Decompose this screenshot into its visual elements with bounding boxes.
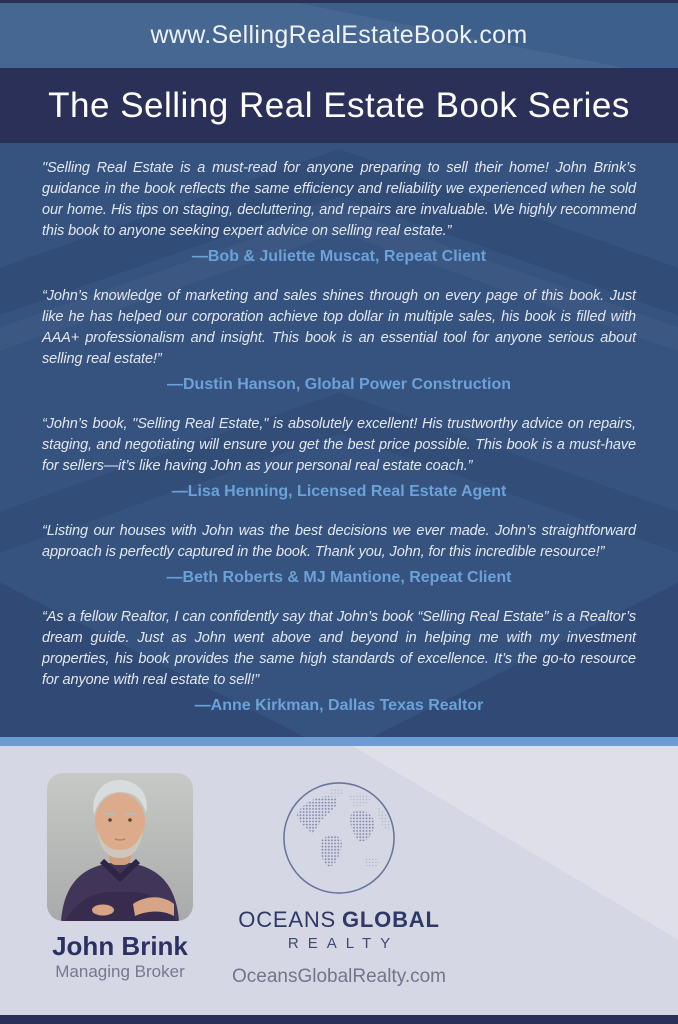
brand-website: OceansGlobalRealty.com	[231, 966, 447, 987]
testimonial-quote: “As a fellow Realtor, I can confidently say that John’s book “Selling Real Estate” is a Realtor’s dream guide. Just as John went above and beyond in helping me with my investment properties, his book provides the same high standards of excellence. It’s the go-to resource for anyone with real estate to sell!”	[42, 609, 636, 688]
testimonial-attribution: —Beth Roberts & MJ Mantione, Repeat Client	[166, 569, 512, 586]
john-brink-photo	[47, 773, 193, 921]
testimonial-quote: “Listing our houses with John was the best decisions we ever made. John’s straightforward approach is perfectly captured in the book. Thank you, John, for this incredible resource!”	[42, 523, 636, 560]
brand-name-oceans: OCEANS	[238, 907, 337, 932]
website-url: www.SellingRealEstateBook.com	[150, 21, 528, 49]
testimonial-5	[42, 607, 636, 716]
testimonial-quote: “John’s book, "Selling Real Estate," is absolutely excellent! His trustworthy advice on repairs, staging, and negotiating will ensure you get the best price possible. This book is a must-have for sellers—it’s like having John as your personal real estate coach.”	[42, 416, 636, 474]
brand-name-global: GLOBAL	[342, 907, 440, 932]
testimonial-1	[42, 158, 636, 267]
footer-section	[0, 746, 678, 1015]
testimonial-attribution: —Anne Kirkman, Dallas Texas Realtor	[194, 697, 484, 714]
testimonial-quote: “John’s knowledge of marketing and sales shines through on every page of this book. Just like he has helped our corporation achieve top dollar in multiple sales, his book is filled with AAA+ professionalism and insight. This book is an essential tool for anyone serious about selling real estate!”	[42, 288, 636, 367]
divider-strip	[0, 737, 678, 746]
globe-icon	[280, 779, 398, 897]
testimonials-section	[0, 143, 678, 737]
testimonial-attribution: —Bob & Juliette Muscat, Repeat Client	[191, 248, 487, 265]
title-band	[0, 68, 678, 143]
bottom-strip	[0, 1015, 678, 1024]
brokerage-logo-block	[219, 779, 459, 988]
website-banner	[0, 0, 678, 68]
brand-name	[219, 908, 459, 932]
brand-subname-realty: REALTY	[287, 935, 400, 952]
page-title: The Selling Real Estate Book Series	[48, 85, 630, 125]
testimonial-2	[42, 286, 636, 395]
broker-card	[47, 773, 193, 982]
testimonial-quote: "Selling Real Estate is a must-read for anyone preparing to sell their home! John Brink’s guidance in the book reflects the same efficiency and reliability we experienced when he sold our home. His tips on staging, decluttering, and repairs are invaluable. We highly recommend this book to anyone seeking expert advice on selling real estate.”	[42, 160, 636, 239]
testimonial-attribution: —Dustin Hanson, Global Power Construction	[166, 376, 511, 393]
testimonial-4	[42, 521, 636, 588]
broker-role: Managing Broker	[55, 962, 185, 981]
testimonial-3	[42, 414, 636, 502]
broker-name: John Brink	[52, 931, 188, 961]
testimonial-attribution: —Lisa Henning, Licensed Real Estate Agent	[171, 483, 507, 500]
